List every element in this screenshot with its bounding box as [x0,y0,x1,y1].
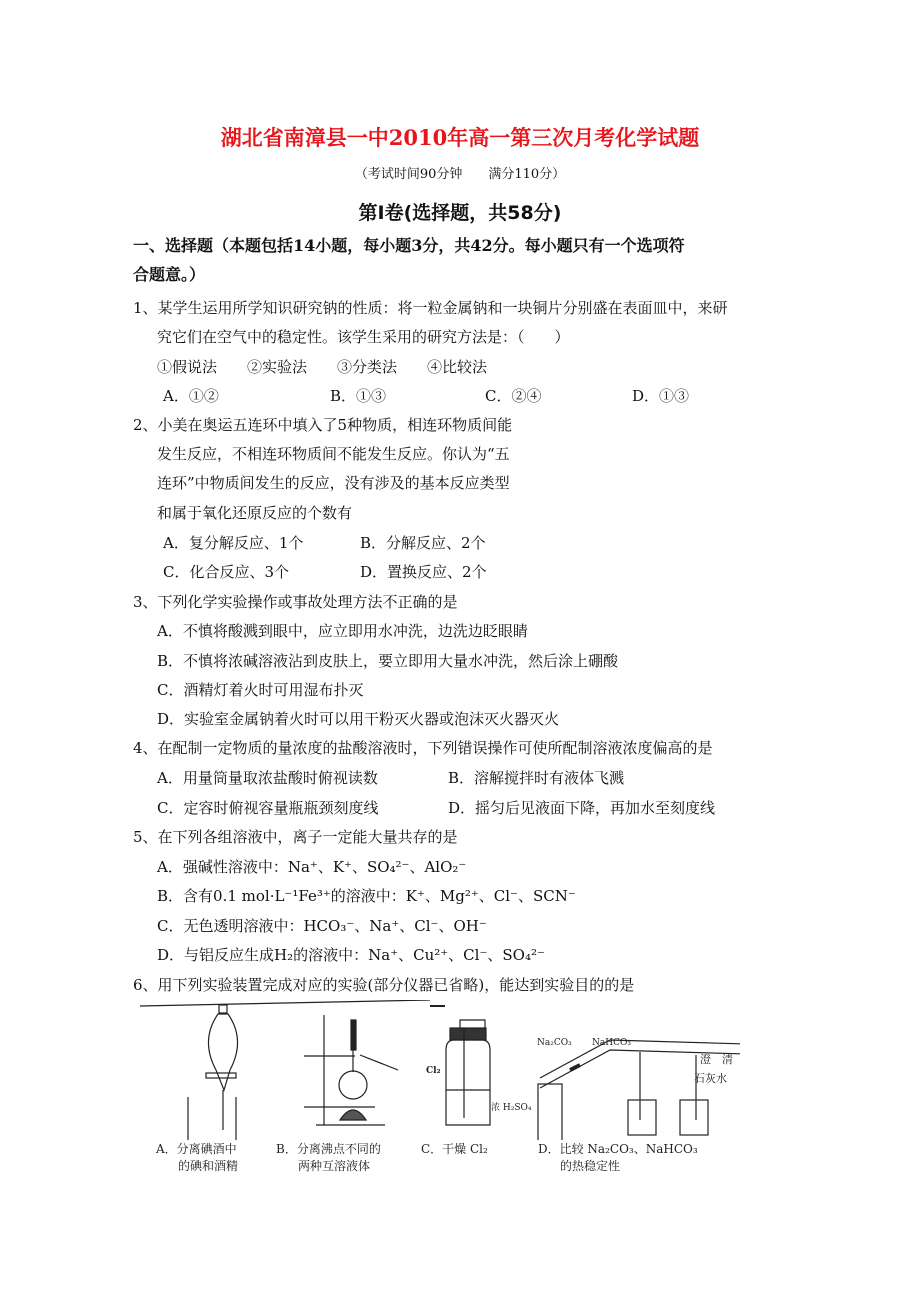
option-a: A．不慎将酸溅到眼中，应立即用水冲洗，边洗边眨眼睛 [157,622,528,640]
option-b: B．含有0.1 mol·L⁻¹Fe³⁺的溶液中：K⁺、Mg²⁺、Cl⁻、SCN⁻ [157,887,576,905]
caption-b: B．分离沸点不同的 两种互溶液体 [276,1142,381,1173]
caption-d: D．比较 Na₂CO₃、NaHCO₃ 的热稳定性 [538,1142,698,1173]
distillation-apparatus-icon [304,1015,398,1125]
option-d: D．实验室金属钠着火时可以用干粉灭火器或泡沫灭火器灭火 [157,710,560,728]
question-stem: 连环”中物质间发生的反应，没有涉及的基本反应类型 [157,474,510,492]
question-stem: 4、在配制一定物质的量浓度的盐酸溶液时，下列错误操作可使所配制溶液浓度偏高的是 [133,739,713,757]
option-d: D．摇匀后见液面下降，再加水至刻度线 [448,799,716,817]
option-b: B．①③ [330,387,387,405]
label-limewater: 澄 清 [700,1053,733,1066]
option-c: C．无色透明溶液中：HCO₃⁻、Na⁺、Cl⁻、OH⁻ [157,917,487,935]
label-limewater-cont: 石灰水 [694,1072,727,1085]
question-stem: 3、下列化学实验操作或事故处理方法不正确的是 [133,593,458,611]
section-heading: 一、选择题（本题包括14小题，每小题3分，共42分。每小题只有一个选项符 [133,236,685,255]
option-a: A．复分解反应、1个 [163,534,304,552]
option-c: C．酒精灯着火时可用湿布扑灭 [157,681,364,699]
label-nahco3: NaHCO₃ [592,1038,631,1048]
option-d: D．置换反应、2个 [360,563,487,581]
question-stem: 究它们在空气中的稳定性。该学生采用的研究方法是：（ ） [157,328,570,346]
gas-washing-bottle-icon [140,1000,490,1125]
option-c: C．定容时俯视容量瓶瓶颈刻度线 [157,799,379,817]
caption-c: C．干燥 Cl₂ [421,1142,488,1156]
exam-title: 湖北省南漳县一中2010年高一第三次月考化学试题 [220,125,700,150]
question-stem: 1、某学生运用所学知识研究钠的性质：将一粒金属钠和一块铜片分别盛在表面皿中，来研 [133,299,728,317]
section-heading-cont: 合题意。） [133,265,206,284]
caption-a: A．分离碘酒中 的碘和酒精 [156,1142,239,1173]
option-b: B．不慎将浓碱溶液沾到皮肤上，要立即用大量水冲洗，然后涂上硼酸 [157,652,619,670]
question-stem: 2、小美在奥运五连环中填入了5种物质，相连环物质间能 [133,416,513,434]
label-cl2: Cl₂ [426,1066,441,1076]
question-stem: 6、用下列实验装置完成对应的实验(部分仪器已省略)，能达到实验目的的是 [133,976,635,994]
separatory-funnel-icon [188,1005,238,1140]
option-b: B．溶解搅拌时有液体飞溅 [448,769,625,787]
question-items: ①假说法 ②实验法 ③分类法 ④比较法 [157,358,488,376]
option-d: D．①③ [632,387,690,405]
option-c: C．②④ [485,387,542,405]
option-a: A．强碱性溶液中：Na⁺、K⁺、SO₄²⁻、AlO₂⁻ [157,858,467,876]
question-stem: 发生反应，不相连环物质间不能发生反应。你认为“五 [157,445,510,463]
option-c: C．化合反应、3个 [163,563,290,581]
label-na2co3: Na₂CO₃ [537,1038,572,1048]
option-a: A．用量筒量取浓盐酸时俯视读数 [157,769,378,787]
option-a: A．①② [163,387,219,405]
question-stem: 5、在下列各组溶液中，离子一定能大量共存的是 [133,828,458,846]
question-stem: 和属于氧化还原反应的个数有 [157,504,353,522]
label-h2so4: 浓 H₂SO₄ [491,1103,532,1113]
option-b: B．分解反应、2个 [360,534,486,552]
option-d: D．与铝反应生成H₂的溶液中：Na⁺、Cu²⁺、Cl⁻、SO₄²⁻ [157,946,545,964]
exam-subtitle: （考试时间90分钟 满分110分） [354,167,566,182]
volume-title: 第I卷(选择题，共58分) [358,202,562,224]
